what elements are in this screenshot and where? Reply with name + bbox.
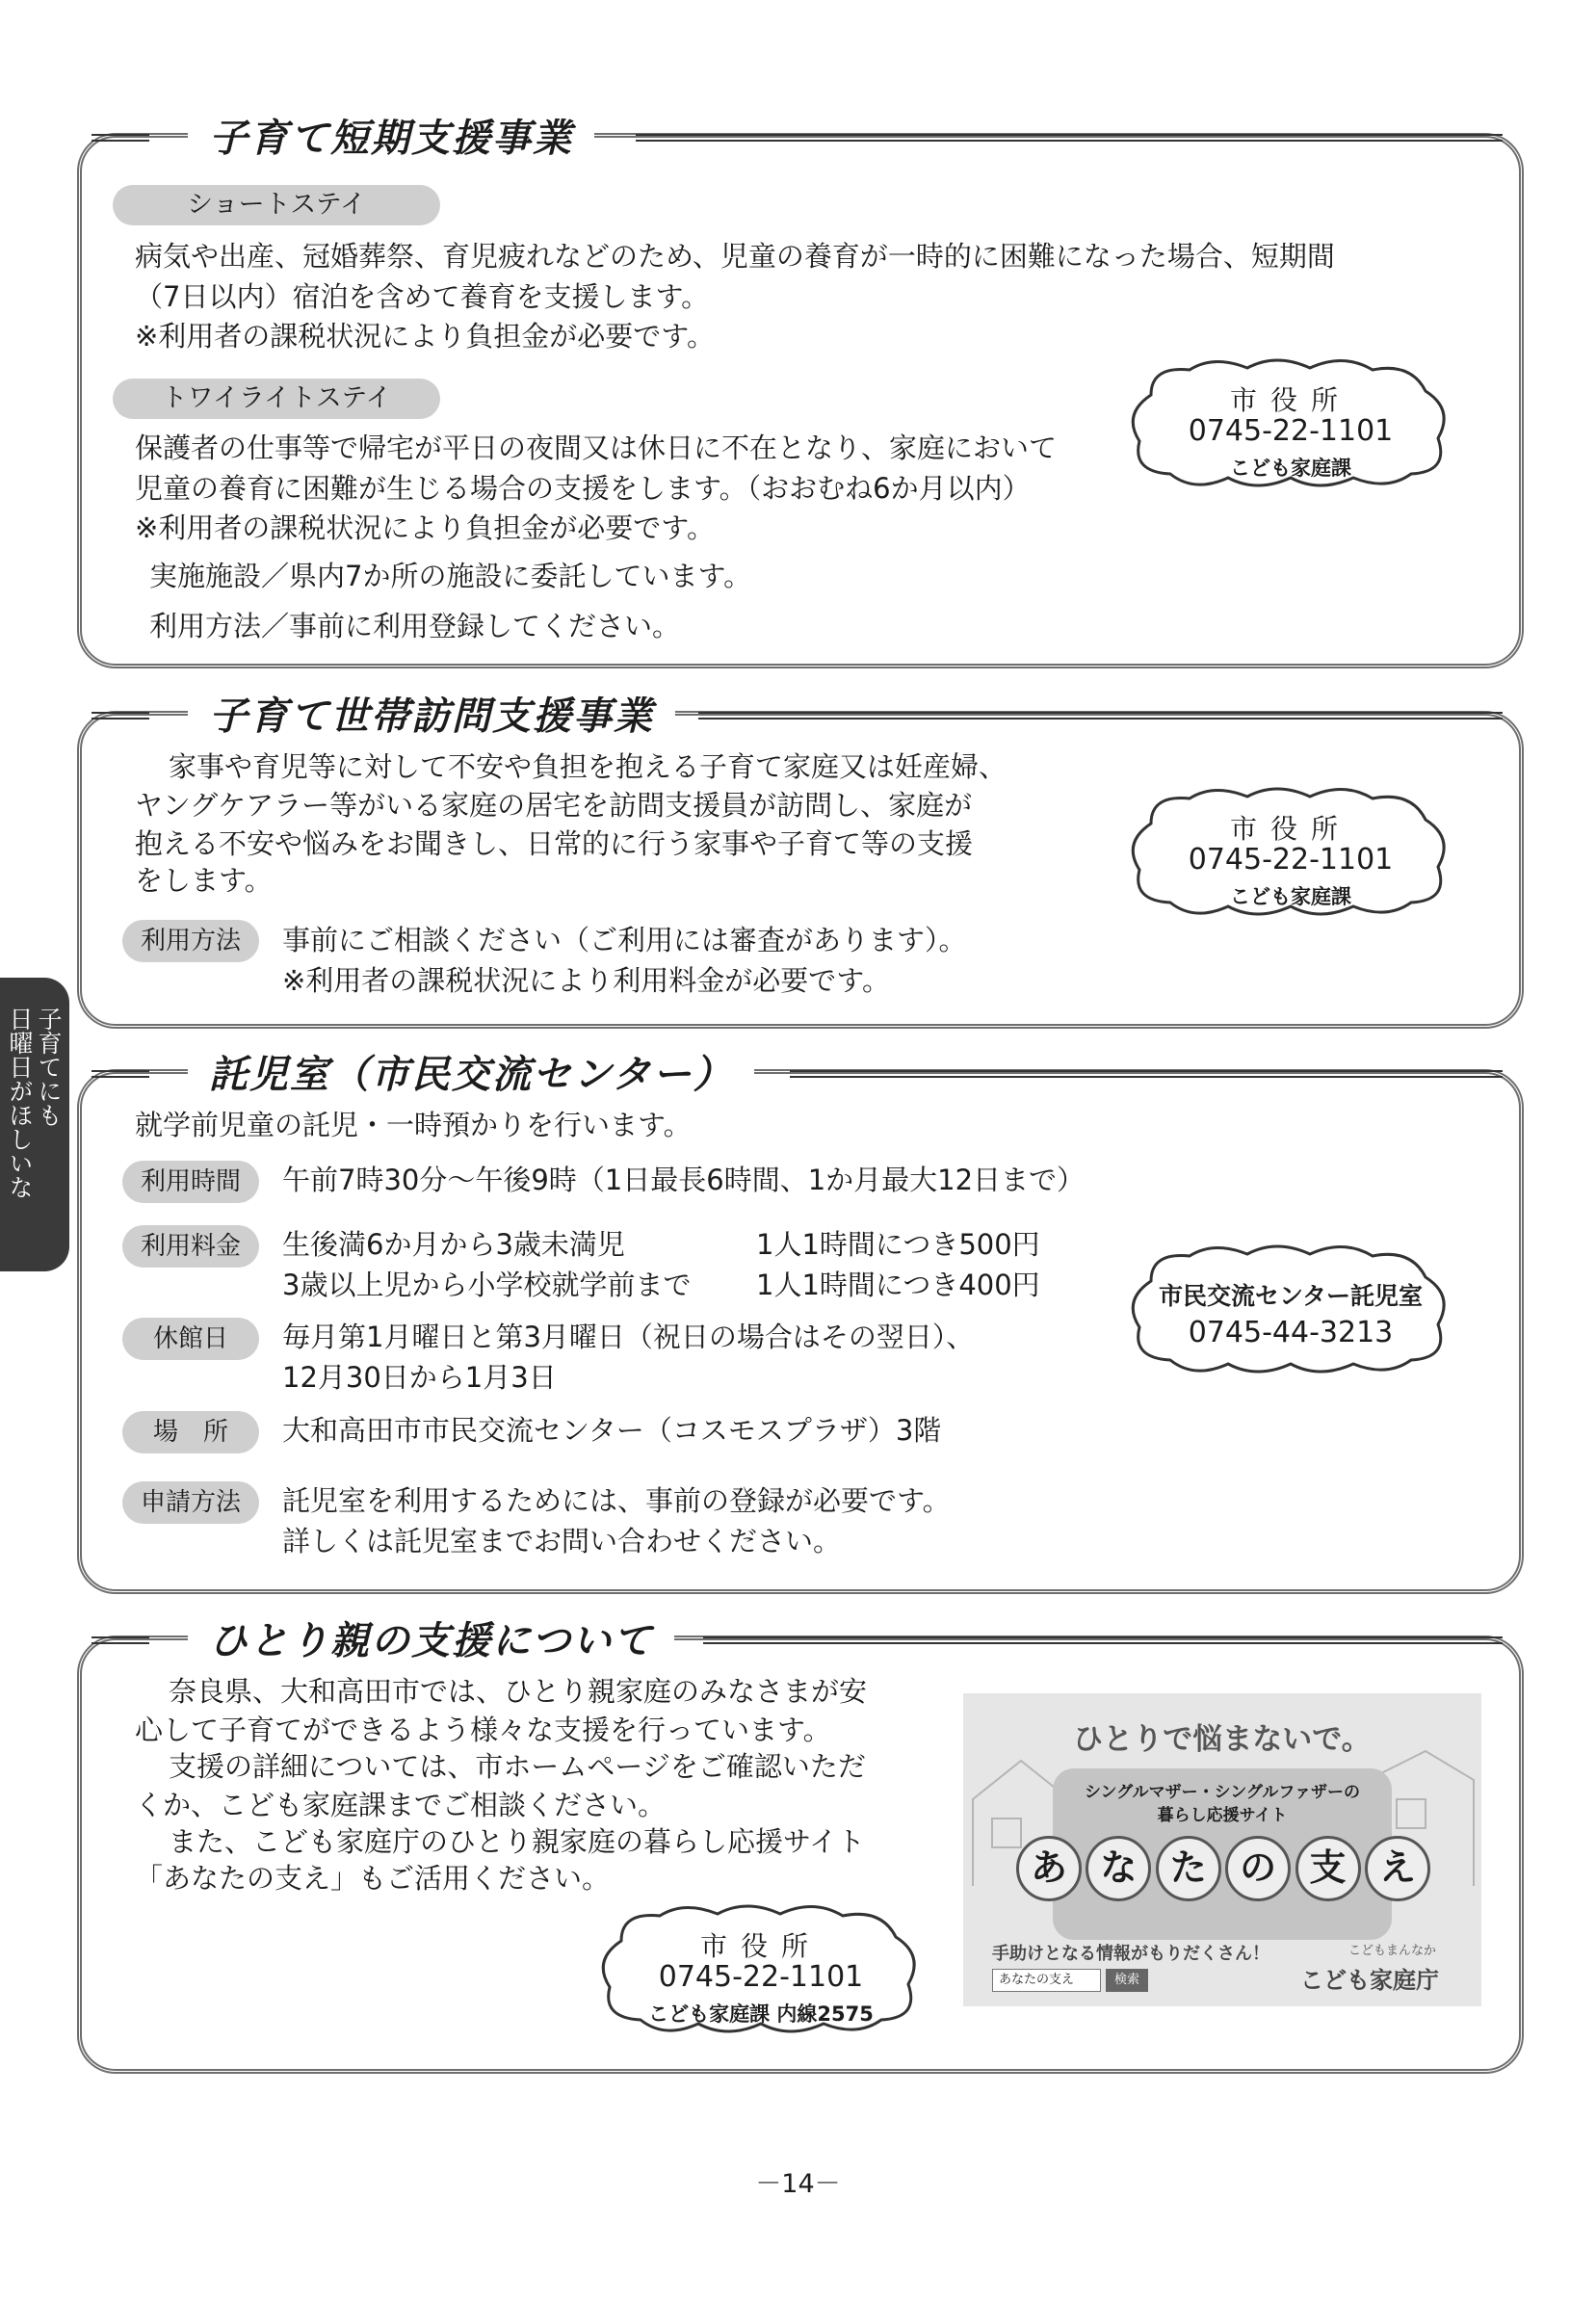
fee-who-2: 3歳以上児から小学校就学前まで xyxy=(282,1269,692,1301)
hours-label: 利用時間 xyxy=(122,1161,259,1203)
home-visit-method-2: ※利用者の課税状況により利用料金が必要です。 xyxy=(282,964,890,997)
contact-cloud-4 xyxy=(592,1902,929,2037)
contact-2-dept: こども家庭課 xyxy=(1230,885,1351,908)
banner-char: の xyxy=(1225,1836,1291,1901)
home-visit-text-4: をします。 xyxy=(135,864,273,897)
single-parent-text-6: 「あなたの支え」もご活用ください。 xyxy=(135,1862,611,1895)
side-tab-text-1: 子育てにも xyxy=(35,1007,63,1127)
contact-1-phone: 0745-22-1101 xyxy=(1188,414,1394,448)
section-title-short-term: 子育て短期支援事業 xyxy=(188,108,594,163)
contact-2-name: 市役所 xyxy=(1229,813,1351,845)
contact-1-name: 市役所 xyxy=(1229,384,1351,416)
side-tab-text-2: 日曜日がほしいな xyxy=(6,1007,34,1199)
short-stay-text-3: ※利用者の課税状況により負担金が必要です。 xyxy=(135,320,715,353)
apply-text-1: 託児室を利用するためには、事前の登録が必要です。 xyxy=(282,1484,951,1517)
banner-agency-small: こどもまんなか xyxy=(1348,1944,1437,1958)
twilight-text-3: ※利用者の課税状況により負担金が必要です。 xyxy=(135,511,715,544)
short-stay-label: ショートステイ xyxy=(113,185,440,225)
contact-3-phone: 0745-44-3213 xyxy=(1188,1316,1394,1349)
banner-char: な xyxy=(1086,1836,1151,1901)
method-text: 利用方法／事前に利用登録してください。 xyxy=(149,610,681,642)
page-number: －14－ xyxy=(755,2169,841,2199)
short-stay-text-1: 病気や出産、冠婚葬祭、育児疲れなどのため、児童の養育が一時的に困難になった場合、短期間 xyxy=(135,240,1335,273)
closed-label: 休館日 xyxy=(122,1318,259,1360)
short-stay-text-2: （7日以内）宿泊を含めて養育を支援します。 xyxy=(135,280,710,313)
single-parent-text-5: また、こども家庭庁のひとり親家庭の暮らし応援サイト xyxy=(169,1825,865,1858)
contact-4-phone: 0745-22-1101 xyxy=(658,1960,864,1994)
single-parent-text-2: 心して子育てができるよう様々な支援を行っています。 xyxy=(135,1714,831,1746)
anata-no-sasae-banner[interactable] xyxy=(963,1693,1481,2006)
place-value: 大和高田市市民交流センター（コスモスプラザ）3階 xyxy=(282,1414,942,1447)
twilight-stay-label: トワイライトステイ xyxy=(113,379,440,419)
section-title-single-parent: ひとり親の支援について xyxy=(188,1610,674,1665)
fee-who-1: 生後満6か月から3歳未満児 xyxy=(282,1228,625,1261)
banner-char: 支 xyxy=(1295,1836,1361,1901)
banner-search-box[interactable]: あなたの支え xyxy=(992,1969,1101,1992)
banner-char: え xyxy=(1365,1836,1430,1901)
section-title-home-visit: 子育て世帯訪問支援事業 xyxy=(188,686,675,741)
contact-cloud-1 xyxy=(1122,356,1459,491)
home-visit-text-1: 家事や育児等に対して不安や負担を抱える子育て家庭又は妊産婦、 xyxy=(169,750,1007,783)
apply-text-2: 詳しくは託児室までお問い合わせください。 xyxy=(282,1525,842,1557)
banner-sub-2: 暮らし応援サイト xyxy=(1157,1806,1288,1825)
fee-price-2: 1人1時間につき400円 xyxy=(756,1269,1040,1301)
banner-tagline: 手助けとなる情報がもりだくさん！ xyxy=(992,1944,1269,1964)
single-parent-text-4: くか、こども家庭課までご相談ください。 xyxy=(135,1789,667,1821)
banner-title-chars xyxy=(1016,1836,1430,1901)
home-visit-method-1: 事前にご相談ください（ご利用には審査があります）。 xyxy=(282,924,967,956)
contact-cloud-2 xyxy=(1122,785,1459,920)
single-parent-text-1: 奈良県、大和高田市では、ひとり親家庭のみなさまが安 xyxy=(169,1675,868,1708)
home-visit-text-3: 抱える不安や悩みをお聞きし、日常的に行う家事や子育て等の支援 xyxy=(135,827,974,860)
contact-cloud-3 xyxy=(1122,1243,1459,1377)
banner-char: た xyxy=(1156,1836,1221,1901)
banner-sub-1: シングルマザー・シングルファザーの xyxy=(1084,1783,1361,1802)
closed-text-1: 毎月第1月曜日と第3月曜日（祝日の場合はその翌日）、 xyxy=(282,1321,975,1353)
single-parent-text-3: 支援の詳細については、市ホームページをご確認いただ xyxy=(169,1750,866,1783)
contact-1-dept: こども家庭課 xyxy=(1230,457,1351,480)
banner-search-button[interactable]: 検索 xyxy=(1106,1969,1148,1992)
banner-agency: こども家庭庁 xyxy=(1300,1967,1439,1994)
contact-4-dept: こども家庭課 内線2575 xyxy=(648,2002,874,2026)
twilight-text-2: 児童の養育に困難が生じる場合の支援をします。（おおむね6か月以内） xyxy=(135,472,1031,505)
home-visit-text-2: ヤングケアラー等がいる家庭の居宅を訪問支援員が訪問し、家庭が xyxy=(135,789,973,822)
side-tab xyxy=(0,978,69,1271)
apply-label: 申請方法 xyxy=(122,1481,259,1524)
contact-4-name: 市役所 xyxy=(699,1930,822,1962)
facility-text: 実施施設／県内7か所の施設に委託しています。 xyxy=(149,560,752,592)
daycare-intro: 就学前児童の託児・一時預かりを行います。 xyxy=(135,1109,692,1141)
twilight-text-1: 保護者の仕事等で帰宅が平日の夜間又は休日に不在となり、家庭において xyxy=(135,432,1058,464)
banner-headline: ひとりで悩まないで。 xyxy=(1073,1722,1372,1757)
place-label: 場 所 xyxy=(122,1411,259,1453)
fee-price-1: 1人1時間につき500円 xyxy=(756,1228,1040,1261)
contact-2-phone: 0745-22-1101 xyxy=(1188,843,1394,877)
method-label: 利用方法 xyxy=(122,920,259,962)
closed-text-2: 12月30日から1月3日 xyxy=(282,1361,557,1394)
section-title-daycare: 託児室（市民交流センター） xyxy=(188,1044,754,1099)
fee-label: 利用料金 xyxy=(122,1225,259,1268)
banner-char: あ xyxy=(1016,1836,1082,1901)
hours-value: 午前7時30分～午後9時（1日最長6時間、1か月最大12日まで） xyxy=(282,1164,1086,1196)
contact-3-name: 市民交流センター託児室 xyxy=(1158,1282,1423,1310)
